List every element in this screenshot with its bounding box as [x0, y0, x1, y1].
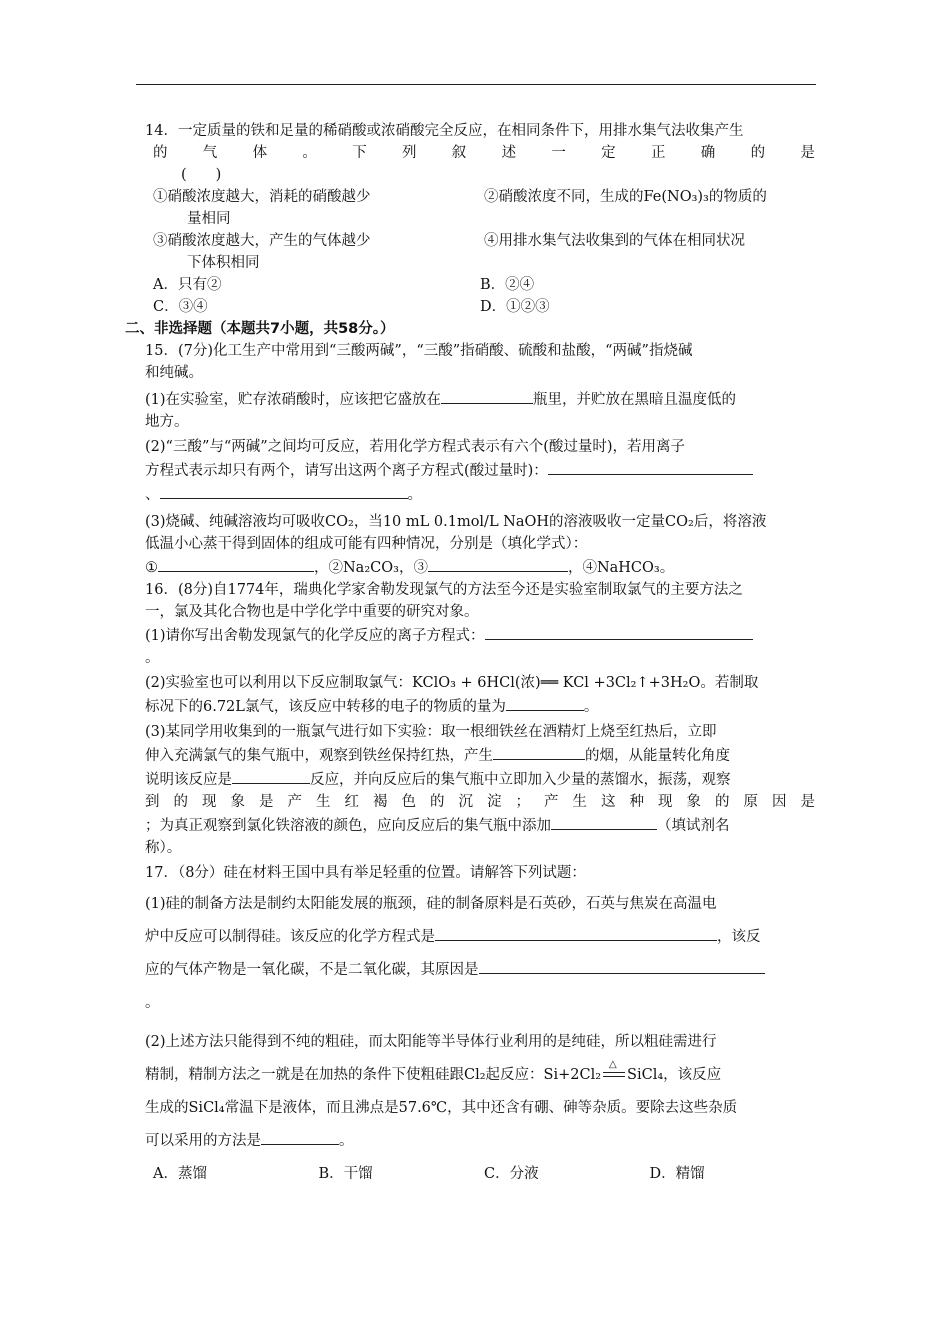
q16-part3-text5: ；为真正观察到氯化铁溶液的颜色，应向反应后的集气瓶中添加 — [145, 818, 551, 834]
q16-part3-char: 的 — [715, 794, 730, 810]
q14-option-b: B．②④ — [480, 277, 535, 293]
q16-part3-char: 是 — [800, 794, 815, 810]
q16-part3-char: 产 — [544, 794, 559, 810]
q15-blank-5[interactable] — [428, 555, 568, 572]
q14-stem-char: 体 — [252, 145, 268, 161]
q17-part2-c: 生成的SiCl₄常温下是液体，而且沸点是57.6℃，其中还含有硼、砷等杂质。要除去这些杂质 — [145, 1100, 738, 1116]
q16-part3-f: 称）。 — [145, 840, 182, 856]
q14-option-c: C．③④ — [153, 299, 208, 315]
q14-s1-a: ①硝酸浓度越大，消耗的硝酸越少 — [153, 189, 371, 205]
q17-part2-b — [145, 1059, 815, 1092]
q16-part3-char: 是 — [259, 794, 274, 810]
q16-part3-char: 色 — [401, 794, 416, 810]
q15-part1-text2: 瓶里，并贮放在黑暗且温度低的 — [533, 392, 737, 408]
q15-part3-c — [145, 555, 815, 579]
q16-part3-char: 的 — [173, 794, 188, 810]
q17-option-b: B．干馏 — [318, 1166, 373, 1182]
q14-s1 — [145, 186, 484, 230]
q16-part3-text2: 的烟，从能量转化角度 — [585, 748, 730, 764]
q16-part3-text4: 反应，并向反应后的集气瓶中立即加入少量的蒸馏水，振荡，观察 — [310, 772, 731, 788]
q16-part3-char: 到 — [145, 794, 160, 810]
q15-blank-1[interactable] — [441, 387, 533, 404]
q17-part2-period: 。 — [339, 1133, 354, 1149]
q15-blank-2[interactable] — [548, 458, 753, 475]
q14-option-a: A．只有② — [153, 277, 222, 293]
q16-part3-char: 生 — [572, 794, 587, 810]
q15-part3-a: (3)烧碱、纯碱溶液均可吸收CO₂，当10 mL 0.1mol/L NaOH的溶液吸收一定量CO₂后，将溶液 — [145, 514, 767, 530]
q14-stem-char: 是 — [800, 145, 815, 161]
q14-statements-row1 — [145, 186, 815, 230]
q16-part3-char: 淀 — [487, 794, 502, 810]
q17-part1-c — [145, 954, 815, 987]
q16-part3-e — [145, 813, 815, 837]
q16-part3-a: (3)某同学用收集到的一瓶氯气进行如下实验：取一根细铁丝在酒精灯上烧至红热后，立即 — [145, 724, 717, 740]
q16-part3-char: ； — [515, 794, 530, 810]
q15-part2-comma: 、 — [145, 487, 160, 503]
q14-stem-char: 正 — [650, 145, 666, 161]
q14-s3-a: ③硝酸浓度越大，产生的气体越少 — [153, 233, 371, 249]
q16-part3-c — [145, 767, 815, 791]
q16-part2-b — [145, 694, 815, 718]
q16-part3-char: 原 — [743, 794, 758, 810]
q15-part1-end: 地方。 — [145, 414, 189, 430]
exam-page — [125, 120, 815, 1191]
q15-option-4: ，④NaHCO₃。 — [567, 560, 675, 576]
q16-part1 — [145, 623, 815, 647]
q15-option-1: ① — [145, 560, 158, 576]
q17-stem: 17．（8分）硅在材料王国中具有举足轻重的位置。请解答下列试题： — [145, 865, 586, 881]
q16-part3-d — [145, 791, 815, 813]
q16-part2-period: 。 — [583, 699, 599, 715]
q14-stem-line2 — [145, 142, 815, 164]
q17-blank-3[interactable] — [261, 1128, 339, 1145]
q16-blank-3[interactable] — [493, 743, 585, 760]
q15-part2-b — [145, 458, 815, 482]
q16-part2-a: (2)实验室也可以利用以下反应制取氯气：KClO₃ + 6HCl(浓)══ KCl +3Cl₂↑+3H₂O。若制取 — [145, 675, 759, 691]
q14-stem-char: 述 — [501, 145, 517, 161]
q14-stem-char: 气 — [202, 145, 218, 161]
q14-s4-a: ④用排水集气法收集到的气体在相同状况 — [484, 233, 745, 249]
q16-part3-char: 生 — [316, 794, 331, 810]
q16-part3-text: 伸入充满氯气的集气瓶中，观察到铁丝保持红热，产生 — [145, 748, 493, 764]
q16-stem-line2: 一，氯及其化合物也是中学化学中重要的研究对象。 — [145, 604, 479, 620]
q14-paren: ( ) — [181, 167, 222, 183]
q16-part2-text: 标况下的6.72L氯气，该反应中转移的电子的物质的量为 — [145, 699, 506, 715]
q14-s1-b: 量相同 — [187, 211, 231, 227]
q14-stem-char: 定 — [601, 145, 616, 161]
q17-blank-2[interactable] — [479, 957, 765, 974]
q14-stem-char: 叙 — [451, 145, 467, 161]
q14-statements-row2 — [145, 230, 815, 274]
q14-stem-char: 。 — [302, 145, 317, 161]
q17-options — [145, 1158, 815, 1191]
q17-part2-text2: SiCl₄，该反应 — [627, 1067, 722, 1083]
q15-stem: 15．(7分)化工生产中常用到“三酸两碱”，“三酸”指硝酸、硫酸和盐酸，“两碱”指烧碱 — [145, 343, 693, 359]
q15-part2-a: (2)“三酸”与“两碱”之间均可反应，若用化学方程式表示有六个(酸过量时)，若用离子 — [145, 439, 686, 455]
q17-part1-text3: 应的气体产物是一氧化碳，不是二氧化碳，其原因是 — [145, 962, 479, 978]
q14-s4 — [484, 230, 815, 274]
q15-blank-3[interactable] — [160, 482, 408, 499]
q17-part2-d — [145, 1125, 815, 1158]
q14-s3 — [145, 230, 484, 274]
q17-part1-a: (1)硅的制备方法是制约太阳能发展的瓶颈，硅的制备原料是石英砂，石英与焦炭在高温电 — [145, 896, 717, 912]
q17-part1-text: 炉中反应可以制得硅。该反应的化学方程式是 — [145, 929, 435, 945]
q15-stem-line2: 和纯碱。 — [145, 365, 203, 381]
q16-part3-text6: （填试剂名 — [657, 818, 730, 834]
heating-equals-sign — [603, 1059, 625, 1081]
q15-option-2: ，②Na₂CO₃，③ — [314, 560, 428, 576]
q16-part3-char: 现 — [202, 794, 217, 810]
q17-part2-a: (2)上述方法只能得到不纯的粗硅，而太阳能等半导体行业利用的是纯硅，所以粗硅需进行 — [145, 1034, 717, 1050]
q16-part3-char: 沉 — [458, 794, 473, 810]
q14-option-d: D．①②③ — [480, 299, 550, 315]
q16-part3-char: 因 — [772, 794, 787, 810]
q17-part2-text: 精制，精制方法之一就是在加热的条件下使粗硅跟Cl₂起反应：Si+2Cl₂ — [145, 1067, 602, 1083]
q17-option-c: C．分液 — [484, 1166, 539, 1182]
q14-stem: 14．一定质量的铁和足量的稀硝酸或浓硝酸完全反应，在相同条件下，用排水集气法收集产生 — [145, 123, 744, 139]
q17-part1-b — [145, 921, 815, 954]
q16-part3-char: 这 — [601, 794, 616, 810]
q16-part3-char: 象 — [230, 794, 245, 810]
q17-blank-1[interactable] — [435, 924, 717, 941]
q14-stem-char: 下 — [352, 145, 367, 161]
q14-stem-char: 一 — [551, 145, 566, 161]
q17-option-d: D．精馏 — [649, 1166, 705, 1182]
q16-blank-2[interactable] — [506, 694, 584, 711]
q14-stem-char: 列 — [401, 145, 417, 161]
q14-options-cd — [145, 296, 815, 318]
q14-stem-char: 的 — [750, 145, 766, 161]
q14-options-ab — [145, 274, 815, 296]
q15-part2-text: 方程式表示却只有两个，请写出这两个离子方程式(酸过量时)： — [145, 463, 548, 479]
q16-part3-char: 产 — [287, 794, 302, 810]
q15-part1-text: (1)在实验室，贮存浓硝酸时，应该把它盛放在 — [145, 392, 442, 408]
q16-part3-char: 象 — [686, 794, 701, 810]
q16-part3-char: 的 — [430, 794, 445, 810]
q15-part2-c — [145, 482, 815, 506]
q16-blank-5[interactable] — [551, 813, 657, 830]
q17-part1-end: 。 — [145, 995, 160, 1011]
q15-part1 — [145, 387, 815, 411]
q16-part1-text: (1)请你写出舍勒发现氯气的化学反应的离子方程式： — [145, 628, 485, 644]
q15-part2-period: 。 — [407, 487, 422, 503]
q16-blank-4[interactable] — [232, 767, 310, 784]
header-rule — [136, 84, 816, 85]
q17-part1-text2: ，该反 — [717, 929, 761, 945]
q14-s2 — [484, 186, 815, 230]
q15-part3-b: 低温小心蒸干得到固体的组成可能有四种情况，分别是（填化学式）： — [145, 536, 588, 552]
q16-part3-char: 现 — [658, 794, 673, 810]
q14-stem-char: 的 — [153, 145, 168, 161]
q17-option-a: A．蒸馏 — [153, 1166, 207, 1182]
heat-symbol: △ — [609, 1059, 617, 1070]
q14-stem-char: 确 — [700, 145, 716, 161]
q15-blank-4[interactable] — [158, 555, 314, 572]
q14-s2-a: ②硝酸浓度不同，生成的Fe(NO₃)₃的物质的 — [484, 189, 767, 205]
q16-part3-char: 种 — [629, 794, 644, 810]
q16-part1-end: 。 — [145, 650, 160, 666]
q16-part3-char: 褐 — [373, 794, 388, 810]
q17-part2-text3: 可以采用的方法是 — [145, 1133, 261, 1149]
q16-part3-char: 红 — [344, 794, 359, 810]
q16-part3-b — [145, 743, 815, 767]
q16-stem: 16．(8分)自1774年，瑞典化学家舍勒发现氯气的方法至今还是实验室制取氯气的主要方法之 — [145, 582, 743, 598]
section-heading: 二、非选择题（本题共7小题，共58分。） — [125, 321, 395, 337]
q16-part3-text3: 说明该反应是 — [145, 772, 232, 788]
q16-blank-1[interactable] — [485, 623, 753, 640]
q14-s3-b: 下体积相同 — [187, 255, 260, 271]
